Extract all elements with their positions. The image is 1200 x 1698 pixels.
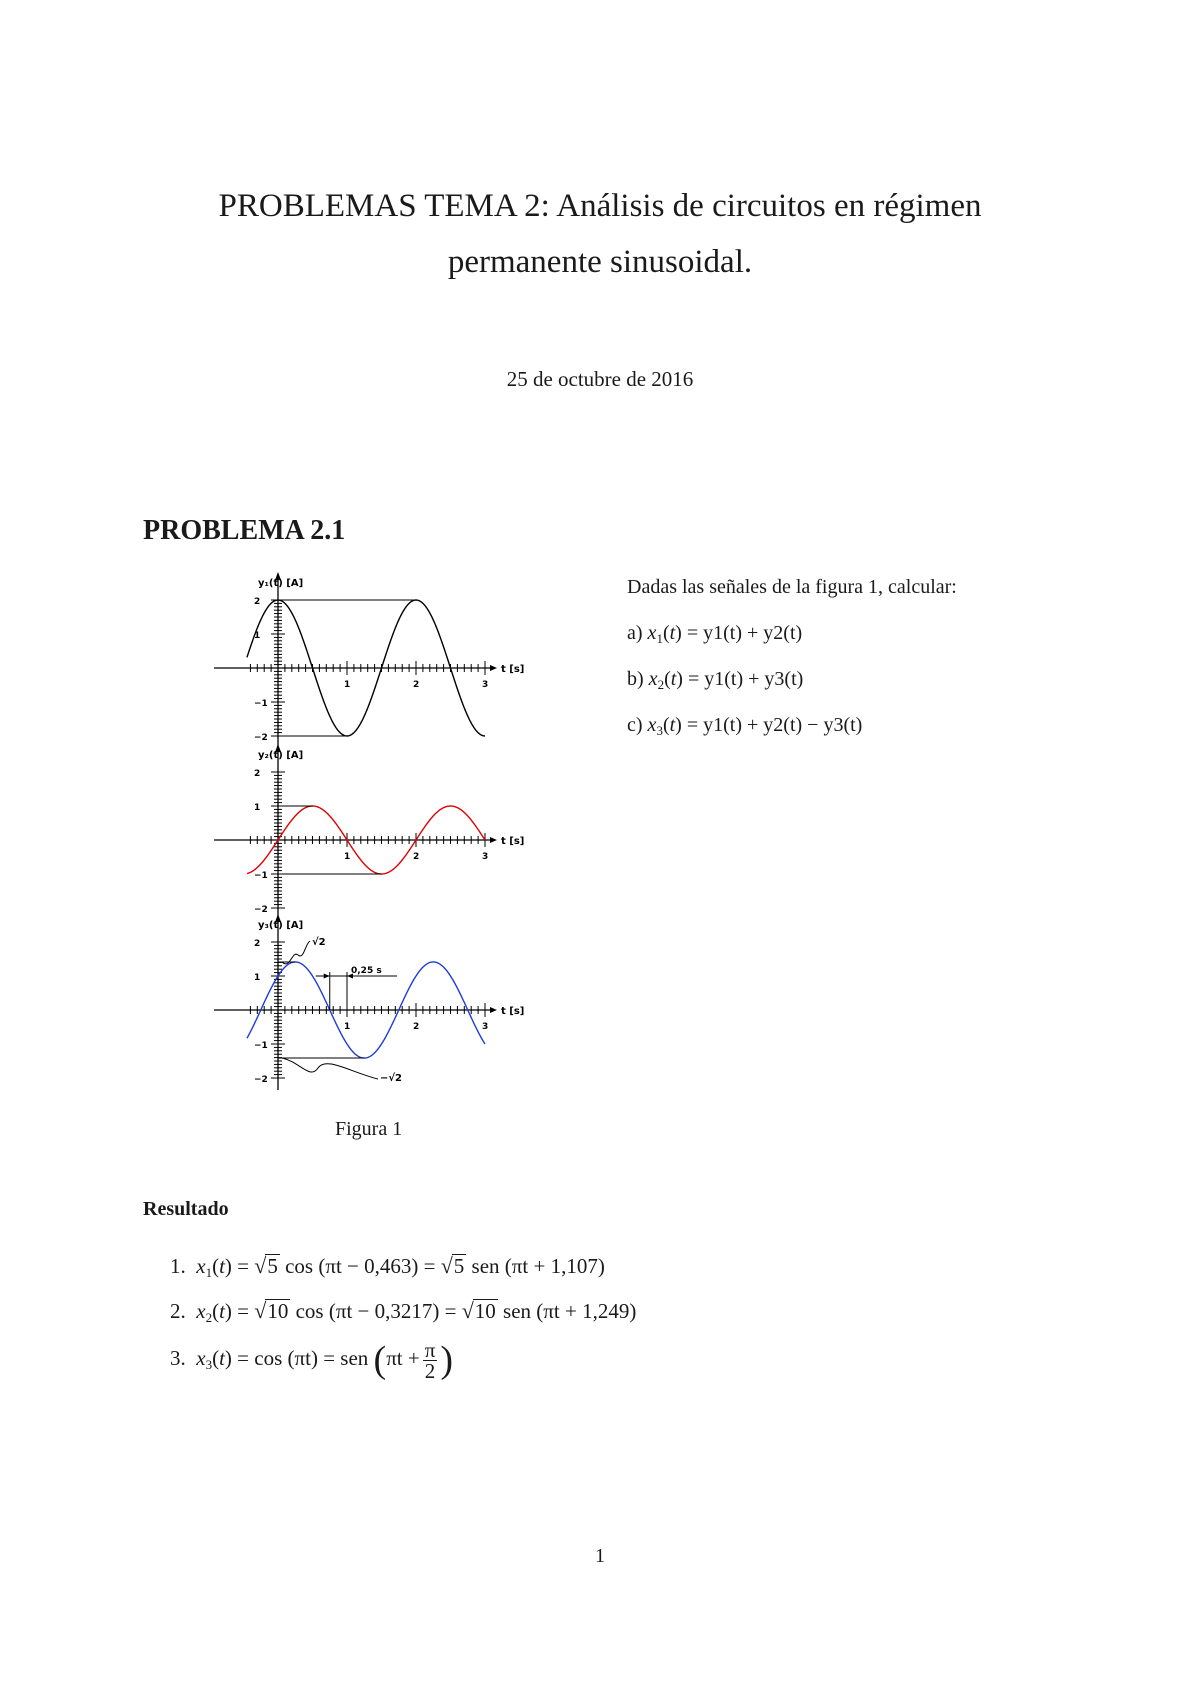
x-axis-label: t [s] (501, 836, 525, 847)
sqrt-sign: √ (254, 1253, 267, 1278)
fn-arg: πt + (386, 1346, 420, 1370)
result-2: 2. $x_2(t) = √10$ cos (πt − 0,3217) = √10 sen (πt + 1,249) (170, 1298, 637, 1325)
y-tick-label: 2 (254, 939, 261, 949)
fraction (423, 1337, 438, 1383)
page-number: 1 (595, 1545, 605, 1567)
item-label: a) (627, 622, 643, 644)
radicand: 5 (453, 1254, 465, 1278)
y-tick-label: −2 (254, 1075, 268, 1085)
x-axis-arrow (490, 665, 497, 671)
result-1: 1. $x_1(t) = √5$ cos (πt − 0,463) = √5 sen (πt + 1,107) (170, 1253, 605, 1280)
fn-arg: (πt + 1,249) (536, 1299, 637, 1323)
result-lhs-sub: 2 (205, 1310, 213, 1325)
leader-line (282, 1058, 378, 1079)
fraction-numerator: π (424, 1337, 436, 1362)
result-lhs-sub: 3 (205, 1357, 213, 1372)
annotation-sqrt2: √2 (312, 937, 326, 948)
fn-name: cos (285, 1254, 314, 1278)
sqrt-sign: √ (440, 1253, 453, 1278)
result-number: 2. (170, 1299, 186, 1323)
x-tick-label: 3 (482, 680, 489, 690)
statement-item-a: a) $x_1(t) = y1(t) + y2(t)$ (627, 622, 803, 646)
x-tick-label: 2 (413, 1022, 420, 1032)
item-label: c) (627, 714, 643, 736)
item-lhs: x (647, 714, 657, 736)
fn-name: cos (295, 1299, 324, 1323)
fn-name: sen (471, 1254, 500, 1278)
item-lhs: x (648, 668, 658, 690)
x-tick-label: 1 (344, 1022, 351, 1032)
y-tick-label: −1 (254, 699, 268, 709)
x-axis-arrow (490, 1007, 497, 1013)
fn-arg: (πt − 0,3217) (328, 1299, 440, 1323)
item-label: b) (627, 668, 644, 690)
y-tick-label: −2 (254, 733, 268, 743)
y-tick-label: 2 (254, 769, 261, 779)
x-tick-label: 1 (344, 680, 351, 690)
item-rhs: y1(t) + y2(t) − y3(t) (703, 714, 863, 736)
result-number: 1. (170, 1254, 186, 1278)
result-number: 3. (170, 1346, 186, 1370)
y-axis-label: y₃(t) [A] (258, 920, 304, 931)
result-lhs: x (196, 1254, 206, 1278)
dimension-arrow (324, 974, 330, 979)
x-axis-label: t [s] (501, 1006, 525, 1017)
title-line-2: permanente sinusoidal. (447, 244, 753, 280)
item-lhs-sub: 2 (657, 677, 665, 692)
result-lhs: x (196, 1346, 206, 1370)
section-heading: PROBLEMA 2.1 (143, 515, 346, 546)
fn-arg: (πt + 1,107) (504, 1254, 605, 1278)
fn-name: sen (503, 1299, 532, 1323)
item-lhs: x (647, 622, 657, 644)
y-tick-label: −2 (254, 905, 268, 915)
fn-name: cos (254, 1346, 283, 1370)
title-line-1: PROBLEMAS TEMA 2: Análisis de circuitos en régimen (218, 188, 982, 224)
result-heading: Resultado (143, 1198, 229, 1220)
figure-plots (214, 572, 524, 1090)
result-3: 3. $x_3(t) = \cos (\pi t)$ = sen (πt + $\frac{\pi}{2}$ ) (170, 1337, 453, 1383)
item-rhs: y1(t) + y3(t) (704, 668, 804, 690)
fn-arg: (πt) (287, 1346, 318, 1370)
y-axis-label: y₂(t) [A] (258, 750, 304, 761)
leader-line (282, 941, 310, 964)
result-lhs-sub: 1 (205, 1265, 213, 1280)
statement-item-c: c) $x_3(t) = y1(t) + y2(t) - y3(t)$ (627, 714, 863, 738)
statement-item-b: b) $x_2(t) = y1(t) + y3(t)$ (627, 668, 804, 692)
page-title (0, 178, 1200, 290)
result-lhs: x (196, 1299, 206, 1323)
fn-arg: (πt − 0,463) (318, 1254, 419, 1278)
y-tick-label: 1 (254, 803, 261, 813)
statement-intro: Dadas las señales de la figura 1, calcular: (627, 576, 957, 598)
y-tick-label: 1 (254, 631, 261, 641)
item-rhs: y1(t) + y2(t) (703, 622, 803, 644)
y-tick-label: 1 (254, 973, 261, 983)
figure-1 (210, 565, 530, 1110)
x-tick-label: 3 (482, 1022, 489, 1032)
y-tick-label: 2 (254, 597, 261, 607)
radicand: 5 (267, 1254, 278, 1278)
radicand: 10 (267, 1299, 289, 1323)
x-tick-label: 1 (344, 852, 351, 862)
sqrt-sign: √ (461, 1298, 474, 1323)
y-axis-label: y₁(t) [A] (258, 578, 304, 589)
annotation-delay: 0,25 s (351, 966, 382, 976)
figure-caption: Figura 1 (335, 1118, 403, 1140)
problem-statement (627, 577, 957, 761)
fn-name: sen (340, 1346, 369, 1370)
y-tick-label: −1 (254, 1041, 268, 1051)
item-lhs-sub: 3 (656, 723, 663, 738)
x-axis-label: t [s] (501, 664, 525, 675)
annotation-minus-sqrt2: −√2 (380, 1073, 403, 1084)
item-lhs-sub: 1 (656, 631, 663, 646)
fraction-denominator: 2 (424, 1358, 436, 1383)
x-tick-label: 2 (413, 680, 420, 690)
document-date: 25 de octubre de 2016 (506, 367, 694, 391)
x-axis-arrow (490, 837, 497, 843)
x-tick-label: 2 (413, 852, 420, 862)
radicand: 10 (474, 1299, 496, 1323)
x-tick-label: 3 (482, 852, 489, 862)
sqrt-sign: √ (254, 1298, 267, 1323)
y-tick-label: −1 (254, 871, 268, 881)
